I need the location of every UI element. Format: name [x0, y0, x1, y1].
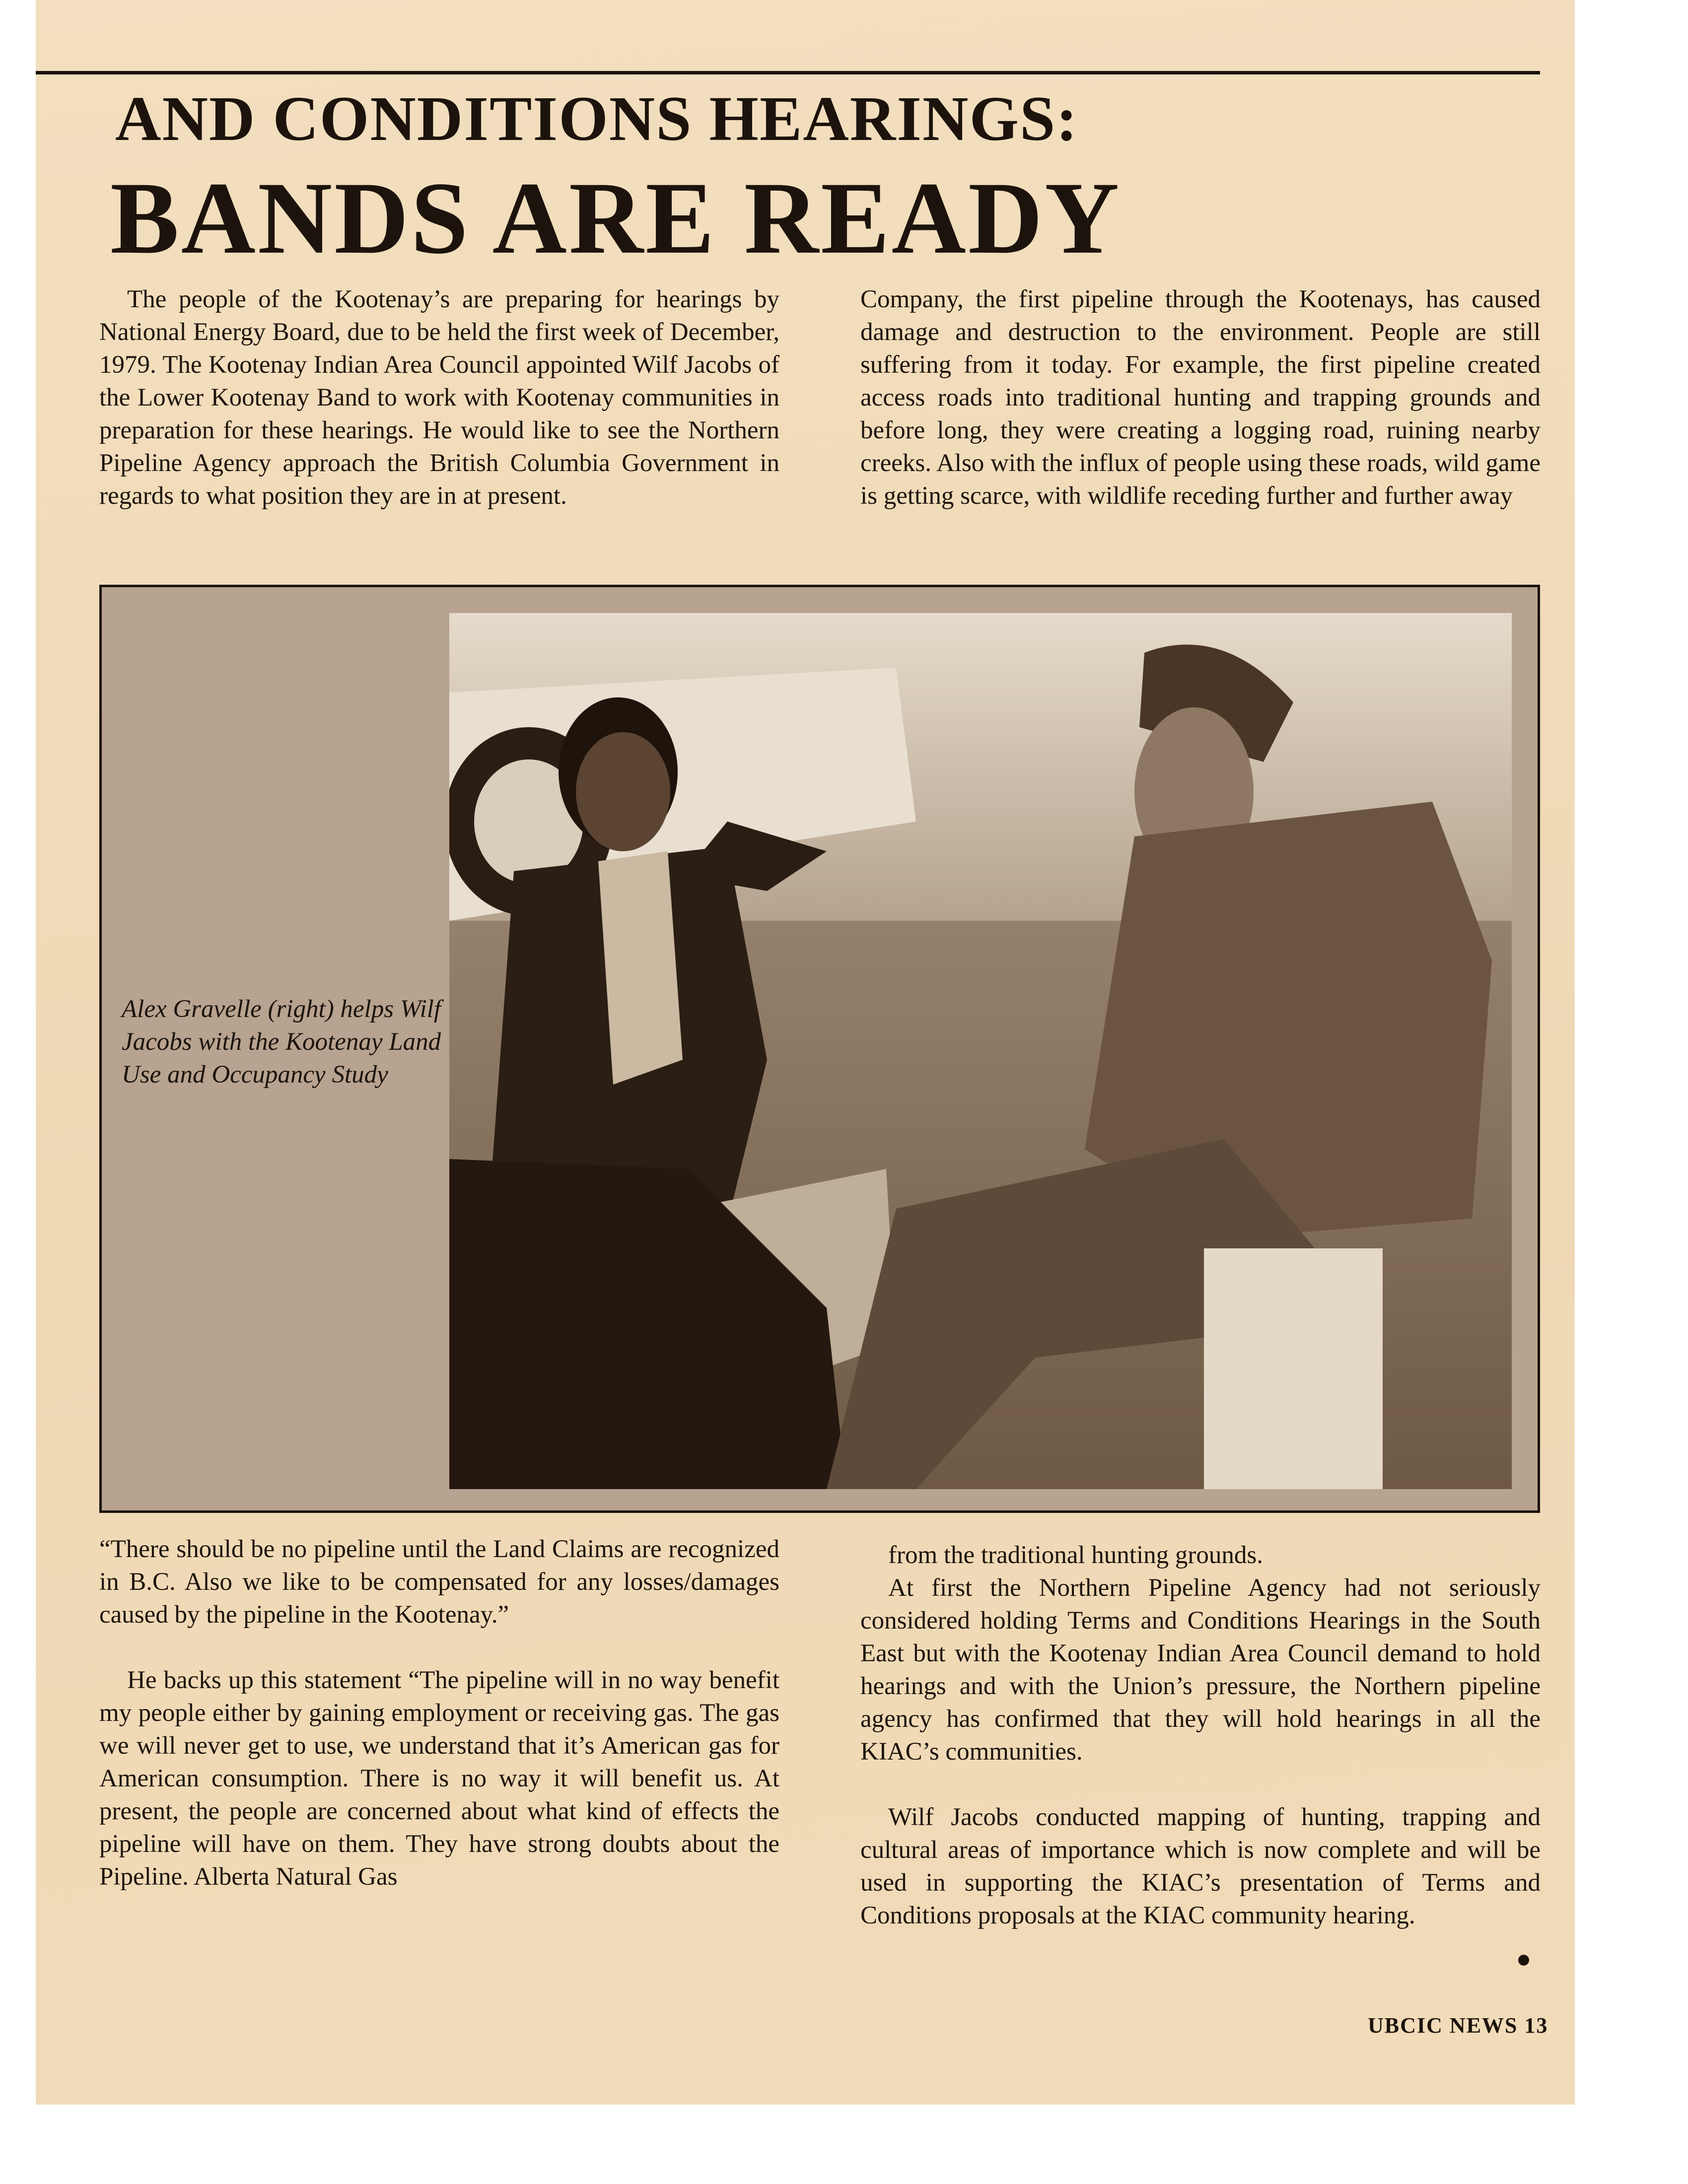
lower-right-column	[860, 1539, 1541, 1932]
lower-left-column	[99, 1533, 779, 1893]
paragraph: “There should be no pipeline until the Land Claims are recognized in B.C. Also we like to be compensated for any losses/damages caused by the pipeline in the Kootenay.”	[99, 1535, 779, 1629]
headline-line-1: AND CONDITIONS HEARINGS:	[115, 83, 1078, 154]
photo-caption: Alex Gravelle (right) helps Wilf Jacobs with the Kootenay Land Use and Occupancy Study	[122, 995, 441, 1089]
paragraph: He backs up this statement “The pipeline will in no way benefit my people either by gaining employment or receiving gas. The gas we will never get to use, we understand that it’s American gas for American consumption. There is no way it will benefit us. At present, the people are concerned about what kind of effects the pipeline will have on them. They have strong doubts about the Pipeline. Alberta Natural Gas	[99, 1666, 779, 1891]
paragraph: The people of the Kootenay’s are preparing for hearings by National Energy Board, due to be held the first week of December, 1979. The Kootenay Indian Area Council appointed Wilf Jacobs of the Lower Kootenay Band to work with Kootenay communities in preparation for these hearings. He would like to see the Northern Pipeline Agency approach the British Columbia Government in regards to what position they are in at present.	[99, 285, 779, 510]
upper-right-column	[860, 283, 1541, 512]
paragraph: from the traditional hunting grounds.	[888, 1541, 1263, 1569]
paragraph-gap	[99, 1631, 779, 1664]
header-rule	[36, 71, 1540, 74]
headline-line-2: BANDS ARE READY	[110, 161, 1122, 275]
upper-left-column	[99, 283, 779, 512]
paragraph: Company, the first pipeline through the Kootenays, has caused damage and destruction to the environment. People are still suffering from it today. For example, the first pipeline created access roads into traditional hunting and trapping grounds and before long, they were creating a logging road, ruining nearby creeks. Also with the influx of people using these roads, wild game is getting scarce, with wildlife receding further and further away	[860, 285, 1541, 510]
end-mark-bullet	[1518, 1955, 1529, 1966]
photograph	[449, 613, 1512, 1489]
page-footer: UBCIC NEWS 13	[1368, 2013, 1548, 2038]
paragraph: Wilf Jacobs conducted mapping of hunting, trapping and cultural areas of importance which is now complete and will be used in supporting the KIAC’s presentation of Terms and Conditions proposals at the KIAC community hearing.	[860, 1803, 1541, 1929]
paragraph: At first the Northern Pipeline Agency had not seriously considered holding Terms and Conditions Hearings in the South East but with the Kootenay Indian Area Council demand to hold hearings and with the Union’s pressure, the Northern pipeline agency has confirmed that they will hold hearings in all the KIAC’s communities.	[860, 1574, 1541, 1766]
paragraph-gap	[860, 1768, 1541, 1801]
